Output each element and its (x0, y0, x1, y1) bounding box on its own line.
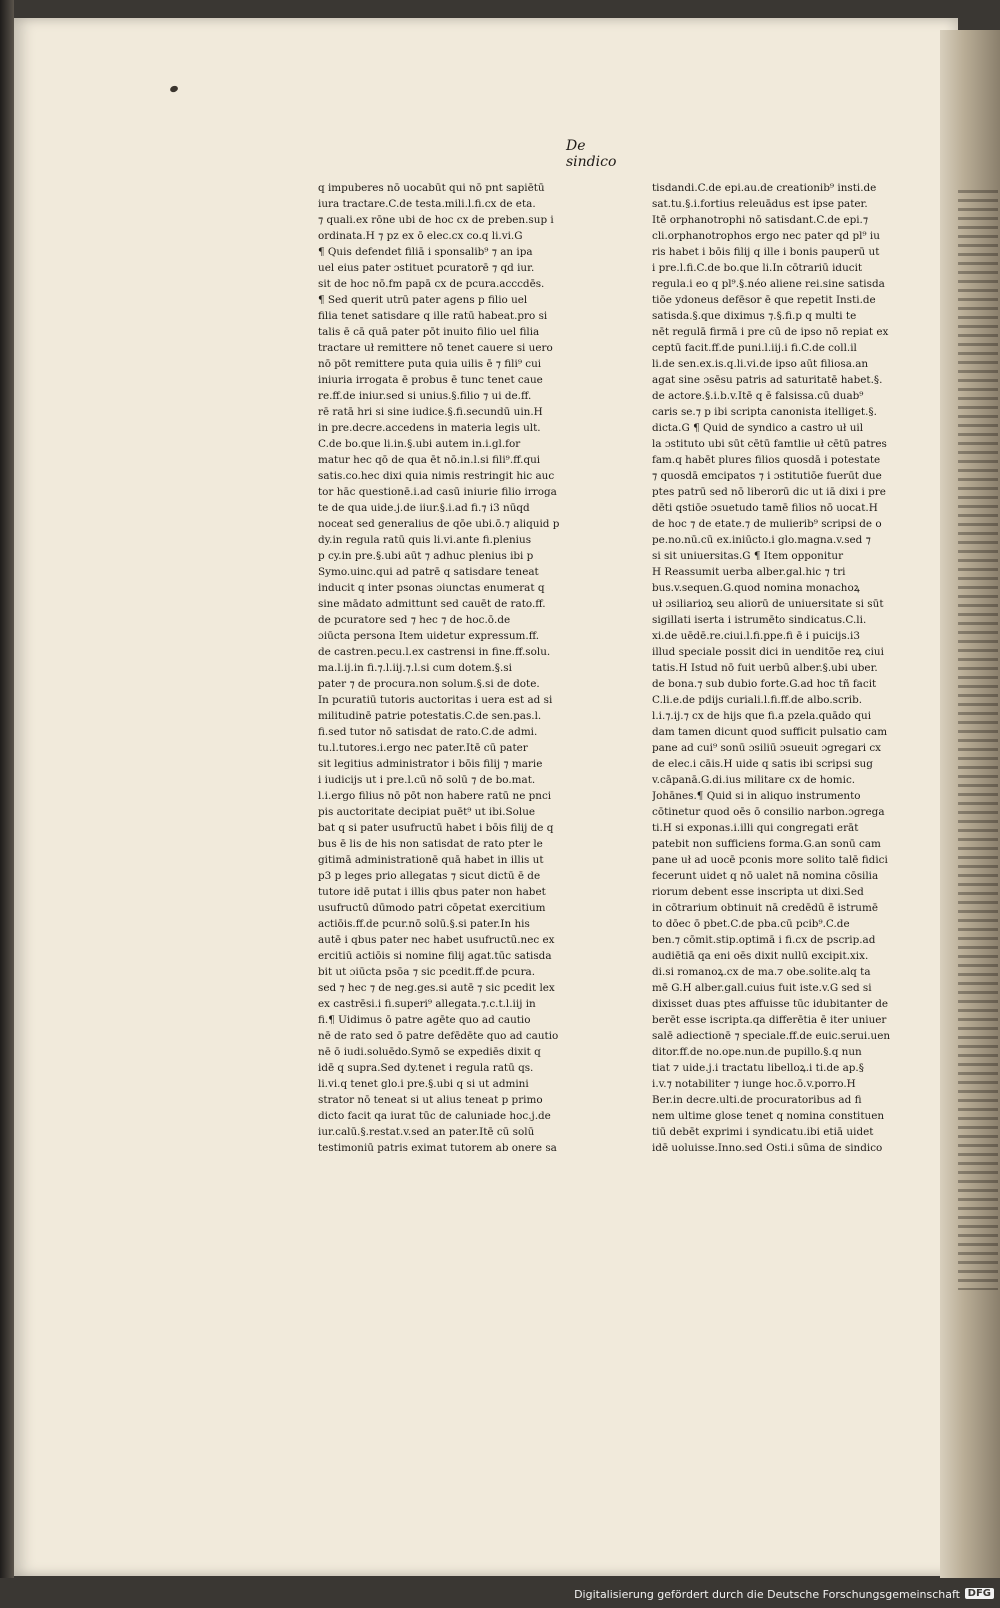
text-line: de castren.pecu.l.ex castrensi in fine.ff.solu. (318, 646, 551, 658)
text-line: patebit non sufficiens forma.G.an sonū cam (652, 838, 881, 850)
text-line: Ber.in decre.ulti.de procuratoribus ad fi (652, 1094, 862, 1106)
text-line: bus.v.sequen.G.quod nomina monachoꝝ (652, 582, 860, 594)
text-line: audiētiā qa eni oēs dixit nullū excipit.xix. (652, 950, 869, 962)
text-line: li.vi.q tenet glo.i pre.§.ubi q si ut admini (318, 1078, 529, 1090)
text-line: i.v.⁊ notabiliter ⁊ iunge hoc.ō.v.porro.H (652, 1078, 856, 1090)
text-line: C.li.e.de pdijs curiali.l.fi.ff.de albo.scrib. (652, 694, 863, 706)
text-line: ercitiū actiōis si nomine filij agat.tūc satisda (318, 950, 552, 962)
text-line: idē q supra.Sed dy.tenet i regula ratū qs. (318, 1062, 534, 1074)
text-line: matur hec qō de qua ēt nō.in.l.si fili⁹.ff.qui (318, 454, 541, 466)
text-line: fecerunt uidet q nō ualet nā nomina cōsilia (652, 870, 879, 882)
text-line: pe.no.nū.cū ex.iniūcto.i glo.magna.v.sed ⁊ (652, 534, 871, 546)
text-line: de elec.i cāis.H uide q satis ibi scripsi sug (652, 758, 873, 770)
text-line: regula.i eo q pl⁹.§.néo aliene rei.sine satisda (652, 278, 885, 290)
text-line: v.cāpanā.G.di.ius militare cx de homic. (652, 774, 856, 786)
text-line: dy.in regula ratū quis li.vi.ante fi.plenius (318, 534, 532, 546)
text-line: pane uł ad uocē pconis more solito talē fidici (652, 854, 888, 866)
text-line: sed ⁊ hec ⁊ de neg.ges.si autē ⁊ sic pcedit lex (318, 982, 555, 994)
text-line: pater ⁊ de procura.non solum.§.si de dote. (318, 678, 540, 690)
text-line: rē ratā hri si sine iudice.§.fi.secundū uin.H (318, 406, 543, 418)
text-line: tor hāc questionē.i.ad casū iniurie filio irroga (318, 486, 557, 498)
text-line: i pre.l.fi.C.de bo.que li.In cōtrariū iducit (652, 262, 863, 274)
text-line: in cōtrarium obtinuit nā credēdū ē istrumē (652, 902, 878, 914)
text-line: militudinē patrie potestatis.C.de sen.pas.l. (318, 710, 542, 722)
text-line: dam tamen dicunt quod sufficit pulsatio cam (652, 726, 888, 738)
text-line: dēti qstiōe ɔsuetudo tamē filios nō uocat.H (652, 502, 878, 514)
text-line: tiat ⁊ uide.j.i tractatu libelloꝝ.i ti.de ap.§ (652, 1062, 864, 1074)
text-line: ex castrēsi.i fi.superi⁹ allegata.⁊.c.t.l.iij in (318, 998, 536, 1010)
text-line: tiōe ydoneus defēsor ē que repetit Insti.de (652, 294, 876, 306)
text-line: nō pōt remittere puta quia uilis ē ⁊ fili⁹ cui (318, 358, 542, 370)
text-line: testimoniū patris eximat tutorem ab onere sa (318, 1142, 557, 1154)
text-line: li.de sen.ex.is.q.li.vi.de ipso aūt filiosa.an (652, 358, 869, 370)
right-text-column (652, 180, 924, 1240)
text-line: satis.co.hec dixi quia nimis restringit hic auc (318, 470, 555, 482)
text-line: tatis.H Istud nō fuit uerbū alber.§.ubi uber. (652, 662, 878, 674)
text-line: l.i.⁊.ij.⁊ cx de hijs que fi.a pzela.quādo qui (652, 710, 872, 722)
text-line: uł ɔsiliarioꝝ seu aliorū de uniuersitate si sūt (652, 598, 884, 610)
text-line: iur.calū.§.restat.v.sed an pater.Itē cū solū (318, 1126, 535, 1138)
text-line: de actore.§.i.b.v.Itē q ē falsissa.cū duab⁹ (652, 390, 864, 402)
text-line: salē adiectionē ⁊ speciale.ff.de euic.serui.uen (652, 1030, 891, 1042)
text-line: di.si romanoꝝ.cx de ma.⁊ obe.solite.alq ta (652, 966, 871, 978)
footer-credit: Digitalisierung gefördert durch die Deutsche Forschungsgemeinschaft (574, 1588, 960, 1601)
text-line: fi.sed tutor nō satisdat de rato.C.de admi. (318, 726, 538, 738)
text-line: tu.l.tutores.i.ergo nec pater.Itē cū pater (318, 742, 528, 754)
text-line: to dōec ō pbet.C.de pba.cū pcib⁹.C.de (652, 918, 850, 930)
book-right-page-stack (940, 30, 1000, 1578)
text-line: inducit q inter psonas ɔiunctas enumerat q (318, 582, 545, 594)
text-line: dicto facit qa iurat tūc de caluniade hoc.j.de (318, 1110, 551, 1122)
text-line: ma.l.ij.in fi.⁊.l.iij.⁊.l.si cum dotem.§.si (318, 662, 512, 674)
text-line: sine mādato admittunt sed cauēt de rato.ff. (318, 598, 546, 610)
text-line: te de qua uide.j.de iiur.§.i.ad fi.⁊ i3 nūqd (318, 502, 530, 514)
text-line: ¶ Sed querit utrū pater agens p filio uel (318, 294, 528, 306)
text-line: pane ad cui⁹ sonū ɔsiliū ɔsueuit ɔgregari cx (652, 742, 882, 754)
text-line: in pre.decre.accedens in materia legis ult. (318, 422, 541, 434)
text-line: tractare uł remittere nō tenet cauere si uero (318, 342, 553, 354)
text-line: H Reassumit uerba alber.gal.hic ⁊ tri (652, 566, 846, 578)
text-line: ⁊ quosdā emcipatos ⁊ i ɔstitutiōe fuerūt due (652, 470, 882, 482)
dfg-logo: DFG (965, 1588, 994, 1599)
text-line: si sit uniuersitas.G ¶ Item opponitur (652, 550, 844, 562)
text-line: ¶ Quis defendet filiā i sponsalib⁹ ⁊ an ipa (318, 246, 533, 258)
text-line: tutore idē putat i illis qbus pater non habet (318, 886, 546, 898)
text-line: bit ut ɔiūcta psōa ⁊ sic pcedit.ff.de pcura. (318, 966, 536, 978)
text-line: talis ē cā quā pater pōt inuito filio uel filia (318, 326, 540, 338)
text-line: dixisset duas ptes affuisse tūc idubitanter de (652, 998, 889, 1010)
text-line: l.i.ergo filius nō pōt non habere ratū ne pnci (318, 790, 552, 802)
text-line: Johānes.¶ Quid si in aliquo instrumento (652, 790, 861, 802)
text-line: strator nō teneat si ut alius teneat p primo (318, 1094, 543, 1106)
text-line: mē G.H alber.gall.cuius fuit iste.v.G sed si (652, 982, 872, 994)
text-line: nem ultime glose tenet q nomina constituen (652, 1110, 885, 1122)
text-line: riorum debent esse inscripta ut dixi.Sed (652, 886, 864, 898)
text-line: fi.¶ Uidimus ō patre agēte quo ad cautio (318, 1014, 531, 1026)
text-line: la ɔstituto ubi sūt cētū famtlie uł cētū patres (652, 438, 887, 450)
text-line: C.de bo.que li.in.§.ubi autem in.i.gl.for (318, 438, 521, 450)
text-line: actiōis.ff.de pcur.nō solū.§.si pater.In his (318, 918, 530, 930)
text-line: ɔiūcta persona Item uidetur expressum.ff. (318, 630, 540, 642)
text-line: autē i qbus pater nec habet usufructū.nec ex (318, 934, 555, 946)
text-line: tiū debēt exprimi i syndicatu.ibi etiā uidet (652, 1126, 874, 1138)
text-line: uel eius pater ɔstituet pcuratorē ⁊ qd iur. (318, 262, 535, 274)
text-line: ben.⁊ cōmit.stip.optimā i fi.cx de pscrip.ad (652, 934, 876, 946)
text-line: agat sine ɔsēsu patris ad saturitatē habet.§. (652, 374, 883, 386)
text-line: pis auctoritate decipiat puēt⁹ ut ibi.Solue (318, 806, 536, 818)
text-line: idē uoluisse.Inno.sed Osti.i sūma de sindico (652, 1142, 883, 1154)
text-line: iniuria irrogata ē probus ē tunc tenet caue (318, 374, 543, 386)
text-line: cōtinetur quod oēs ō consilio narbon.ɔgrega (652, 806, 885, 818)
text-line: satisda.§.que diximus ⁊.§.fi.p q multi te (652, 310, 857, 322)
text-line: de bona.⁊ sub dubio forte.G.ad hoc tñ facit (652, 678, 877, 690)
text-line: gitimā administrationē quā habet in illis ut (318, 854, 544, 866)
text-line: ⁊ quali.ex rōne ubi de hoc cx de preben.sup i (318, 214, 554, 226)
text-line: re.ff.de iniur.sed si unius.§.filio ⁊ ui de.ff. (318, 390, 532, 402)
text-line: cli.orphanotrophos ergo nec pater qd pl⁹ iu (652, 230, 880, 242)
text-line: ordinata.H ⁊ pz ex ō elec.cx co.q li.vi.G (318, 230, 523, 242)
text-line: tisdandi.C.de epi.au.de creationib⁹ insti.de (652, 182, 877, 194)
text-line: ceptū facit.ff.de puni.l.iij.i fi.C.de coll.il (652, 342, 857, 354)
text-line: noceat sed generalius de qōe ubi.ō.⁊ aliquid p (318, 518, 560, 530)
text-line: ptes patrū sed nō liberorū dic ut iā dixi i pre (652, 486, 886, 498)
text-line: nē ō iudi.soluēdo.Symō se expediēs dixit q (318, 1046, 541, 1058)
text-line: fam.q habēt plures filios quosdā i potestate (652, 454, 881, 466)
text-line: filia tenet satisdare q ille ratū habeat.pro si (318, 310, 548, 322)
text-line: p3 p leges prio allegatas ⁊ sicut dictū ē de (318, 870, 541, 882)
text-line: caris se.⁊ p ibi scripta canonista itelliget.§. (652, 406, 877, 418)
text-line: p cy.in pre.§.ubi aūt ⁊ adhuc plenius ibi p (318, 550, 534, 562)
text-line: Symo.uinc.qui ad patrē q satisdare teneat (318, 566, 539, 578)
text-line: sit legitius administrator i bōis filij ⁊ marie (318, 758, 543, 770)
text-line: Itē orphanotrophi nō satisdant.C.de epi.⁊ (652, 214, 869, 226)
text-line: In pcuratiū tutoris auctoritas i uera est ad si (318, 694, 553, 706)
text-line: bat q si pater usufructū habet i bōis filij de q (318, 822, 554, 834)
text-line: iura tractare.C.de testa.mili.l.fi.cx de eta. (318, 198, 536, 210)
text-line: i iudicijs ut i pre.l.cū nō solū ⁊ de bo.mat. (318, 774, 536, 786)
text-line: xi.de uēdē.re.ciui.l.fi.ppe.fi ē i puicijs.i3 (652, 630, 860, 642)
text-line: ti.H si exponas.i.illi qui congregati erāt (652, 822, 859, 834)
left-text-column (318, 180, 590, 1240)
text-line: sit de hoc nō.fm papā cx de pcura.acccdēs. (318, 278, 545, 290)
text-line: sat.tu.§.i.fortius releuādus est ipse pater. (652, 198, 868, 210)
text-line: q impuberes nō uocabūt qui nō pnt sapiētū (318, 182, 545, 194)
text-line: usufructū dūmodo patri cōpetat exercitium (318, 902, 546, 914)
text-line: ditor.ff.de no.ope.nun.de pupillo.§.q nun (652, 1046, 862, 1058)
book-left-edge (0, 0, 14, 1608)
text-line: ris habet i bōis filij q ille i bonis pauperū ut (652, 246, 880, 258)
text-line: bus ē lis de his non satisdat de rato pter le (318, 838, 543, 850)
text-line: de pcuratore sed ⁊ hec ⁊ de hoc.ō.de (318, 614, 511, 626)
text-line: nēt regulā firmā i pre cū de ipso nō repiat ex (652, 326, 889, 338)
text-line: de hoc ⁊ de etate.⁊ de mulierib⁹ scripsi de o (652, 518, 882, 530)
text-line: sigillati iserta i istrumēto sindicatus.C.li. (652, 614, 867, 626)
text-line: berēt esse iscripta.qa differētia ē iter uniuer (652, 1014, 887, 1026)
text-line: illud speciale possit dici in uenditōe reꝝ ciui (652, 646, 884, 658)
text-line: dicta.G ¶ Quid de syndico a castro uł uil (652, 422, 864, 434)
bleed-through-text (958, 190, 998, 1290)
running-head: De sindico (566, 138, 617, 170)
text-line: nē de rato sed ō patre defēdēte quo ad cautio (318, 1030, 559, 1042)
